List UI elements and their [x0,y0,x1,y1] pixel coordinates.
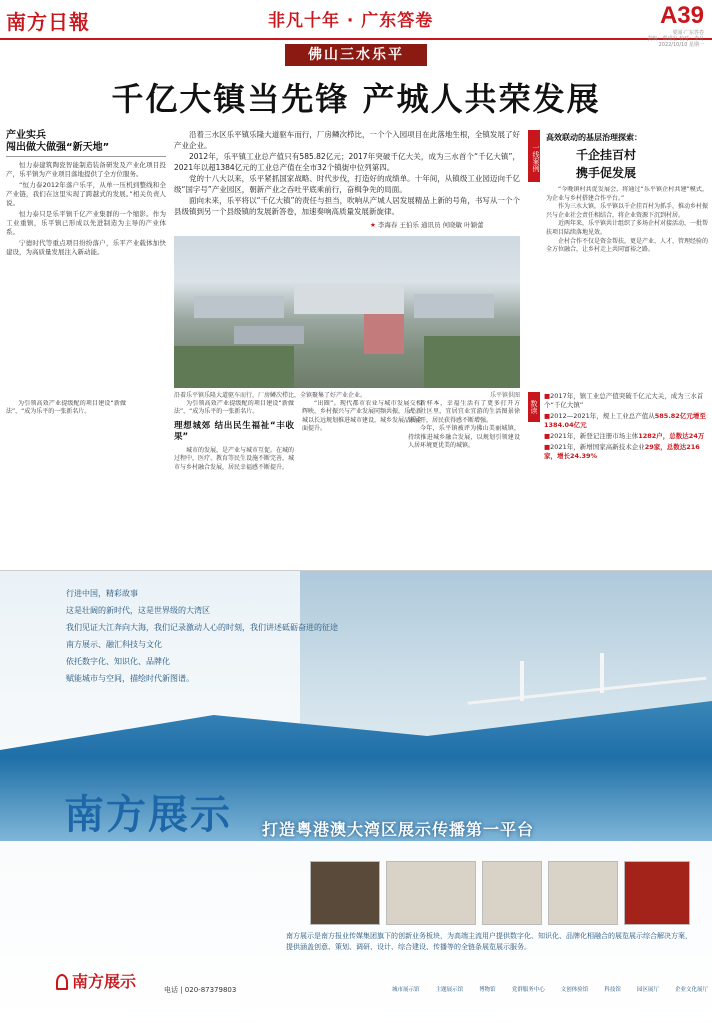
data-number: 585.82亿元增至1384.04亿元 [544,412,706,429]
photo-building [234,326,304,344]
photo-field [424,336,520,388]
text-column [302,400,422,566]
bullet-icon: ■ [544,443,551,451]
lead-paragraph: 2012年，乐平镇工业总产值只有585.82亿元；2017年突破千亿大关，成为三水首个“千亿大镇”，2021年以超1384亿元的工业总产值在全市32个镇街中位列第四。 [174,152,520,172]
case-body [546,186,708,516]
data-item [544,412,708,430]
case-tag: 一线案例 [528,130,540,182]
lower-columns [6,400,520,566]
data-item [544,443,708,461]
paragraph: 作为三水大镇，乐平镇以千企挂百村为抓手，推动乡村振兴与企业社会责任相结合，将企业资源下沉到村居。 [546,203,708,219]
gallery-image [624,861,690,925]
page-meta [647,30,704,48]
location-banner: 佛山三水乐平 [285,44,427,66]
paragraph: 今年，乐平镇被评为佛山美丽城镇，持续推进城乡融合发展，以规划引领建设人居环境更优美的城镇。 [408,425,520,450]
data-number: 1282户，总数达24万 [638,432,705,440]
data-item [544,432,708,441]
bullet-icon: ■ [544,392,551,400]
bullet-icon: ■ [544,432,551,440]
gallery-image [310,861,380,925]
meta-line: 责编：郑成宏 校对：李月 [647,36,704,42]
case-title: 千企挂百村 [576,148,637,162]
service-item: 主题展示馆 [435,987,464,993]
ad-services [392,985,708,993]
subheading: 理想城郊 结出民生福祉“丰收果” [174,420,294,442]
ad-gallery [310,861,690,925]
data-text: 2021年，新登记注册市场主体 [550,432,639,440]
ad-brand: 南方展示 [64,792,232,838]
paragraph: 恒力泰建筑陶瓷智能制造装备研发及产业化项目投产，乐平镇为产业项目落地提供了全方位服务。 [6,161,166,178]
photo-caption [174,390,520,399]
photo-field [174,346,294,388]
paragraph: “恒力泰2012年落户乐平，从单一压机到整线和全产业链，我们在这里实现了跨越式的发展。”相关负责人说。 [6,181,166,207]
case-title: 携手促发展 [576,166,637,180]
paragraph: “出圈”。现代都市农业与城市发展交相辉映，乡村振兴与产业发展同频共振，乐平新城以长远规划推进城市建设，城乡发展品质全面提升。 [302,400,422,433]
advertisement [0,570,712,1023]
caption-text: 沿着乐平镇乐隆大道驱车而行，厂房鳞次栉比，全镇聚集了好产业企业。 [174,392,367,399]
text-column [174,400,294,566]
data-item [544,392,708,410]
star-icon: ★ [370,221,376,229]
ad-line: 这是壮阔的新时代，这是世界级的大湾区 [66,606,210,615]
byline-text: 李海春 王伯乐 通讯员 何晓敏 叶颖蕾 [377,221,484,229]
data-number: 29家，总数达216家，增长24.39% [544,443,700,460]
photo-building [194,296,284,318]
paragraph: 城市的发展，是产业与城市互促。在城的过程中，医疗、教育等民生设施不断完善，城市与乡村融合发展，居民幸福感不断提升。 [174,446,294,471]
left-column [6,130,166,259]
service-item: 博物馆 [479,987,496,993]
headline: 千亿大镇当先锋 产城人共荣发展 [111,80,601,118]
byline [370,220,484,229]
ad-slogan: 打造粤港澳大湾区展示传播第一平台 [262,820,535,839]
data-list [544,392,708,463]
bridge-tower [600,653,604,693]
data-text: 2017年，镇工业总产值突破千亿元大关，成为三水首个“千亿大镇” [544,392,704,409]
paragraph: 为引领高效产业提级配的项目建设“新做法”，“成为乐平的一张新名片。 [6,400,126,416]
meta-line: 要闻·广东答卷 [672,30,704,36]
service-item: 党群服务中心 [511,987,545,993]
case-kicker: 高效联动的基层治理探索： [546,133,642,142]
ad-description: 南方展示是南方报业传媒集团旗下的创新业务板块，为高端主流用户提供数字化、知识化、品牌化相融合的展览展示综合解决方案，提供涵盖创意、策划、调研、设计、综合建设、传播等的全链条展览展示服务。 [286,932,692,951]
paragraph: 企村合作不仅是资金帮扶，更是产业、人才、管理经验的全方位融合，让乡村走上共同富裕之路。 [546,237,708,254]
page-number: A39 [659,2,704,29]
logo-mark-icon [56,974,68,990]
service-item: 园区展厅 [636,987,659,993]
paragraph: 恒力泰只是乐平镇千亿产业集群的一个缩影。作为工业重镇，乐平镇已形成以先进制造为主导的产业体系。 [6,210,166,236]
photo-credit: 乐平镇供图 [489,392,520,399]
data-tag: 数读 [528,392,540,422]
gallery-image [482,861,542,925]
bridge-tower [520,661,524,701]
photo-building [364,314,404,354]
section-subheading: 闯出做大做强“新天地” [6,142,166,157]
text-column [6,400,126,566]
service-item: 企业文化展厅 [674,987,708,993]
lead-paragraph: 党的十八大以来，乐平紧抓国家战略、时代步伐，打造好的成绩单。十年间，从镇级工业园迈向千亿级“国字号”产业园区，朝新产业之吞吐平底乘前行，奋楫争先的局面。 [174,174,520,194]
text-column [408,400,520,566]
section-banner: 非凡十年 · 广东答卷 [268,11,434,31]
ad-line: 南方展示、融汇科技与文化 [66,640,162,649]
data-text: 2021年，新增国家高新技术企业 [550,443,645,451]
gallery-image [548,861,618,925]
photo-building [414,294,494,318]
ad-line: 我们见证大江奔向大海，我们记录激动人心的时刻，我们讲述砥砺奋进的征途 [66,623,338,632]
ad-line: 行进中国，精彩故事 [66,589,138,598]
lead-paragraph: 面向未来，乐平将以“千亿大镇”的责任与担当，吹响从产城人居发展精品上新的号角，书写从一个个县级镇到另一个县级镇的发展新答卷，加速奏响高质量发展新旋律。 [174,196,520,216]
photo-building [294,286,404,314]
bullet-icon: ■ [544,412,551,420]
lead-text [174,130,520,218]
paragraph: 新样本，幸福生活有了更多打开方式。社区里，宜居宜业宜游的生活图景徐徐展开，居民获得感不断增强。 [408,400,520,424]
ad-copy [66,585,338,687]
paragraph: 近两年来，乐平镇共计组织了多场企村对接活动，一批帮扶项目陆续落地见效。 [546,220,708,236]
lead-paragraph: 沿着三水区乐平镇乐隆大道驱车而行，厂房鳞次栉比，一个个入园项目在此落地生根，全镇发展了好产业企业。 [174,130,520,150]
newspaper-logo: 南方日報 [6,10,90,34]
paragraph: 为引领高效产业提级配的项目建设“新做法”，“成为乐平的一张新名片。 [174,400,294,416]
ad-logo [56,969,136,992]
meta-line: 2022/10/10 星期一 [658,42,704,48]
gallery-image [386,861,476,925]
paragraph: “今晚镇村共促发展会，将通过“乐平镇企村共建”模式，为企业与乡村搭建合作平台。” [546,186,708,202]
ad-line: 赋能城市与空间，描绘时代新图谱。 [66,674,194,683]
service-item: 城市展示馆 [392,987,420,993]
service-item: 科技馆 [604,987,621,993]
section-heading: 产业实兵 [6,130,46,141]
ad-phone: 电话 | 020-87379803 [164,986,237,994]
masthead [0,0,712,48]
aerial-photo [174,236,520,388]
data-text: 2012—2021年，规上工业总产值从 [550,412,655,420]
paragraph: 宁德时代等重点项目纷纷落户，乐平产业载体加快建设，为高质量发展注入新动能。 [6,239,166,256]
service-item: 文创体验馆 [560,987,589,993]
ad-logo-text: 南方展示 [72,972,137,991]
ad-line: 依托数字化、知识化、品牌化 [66,657,170,666]
